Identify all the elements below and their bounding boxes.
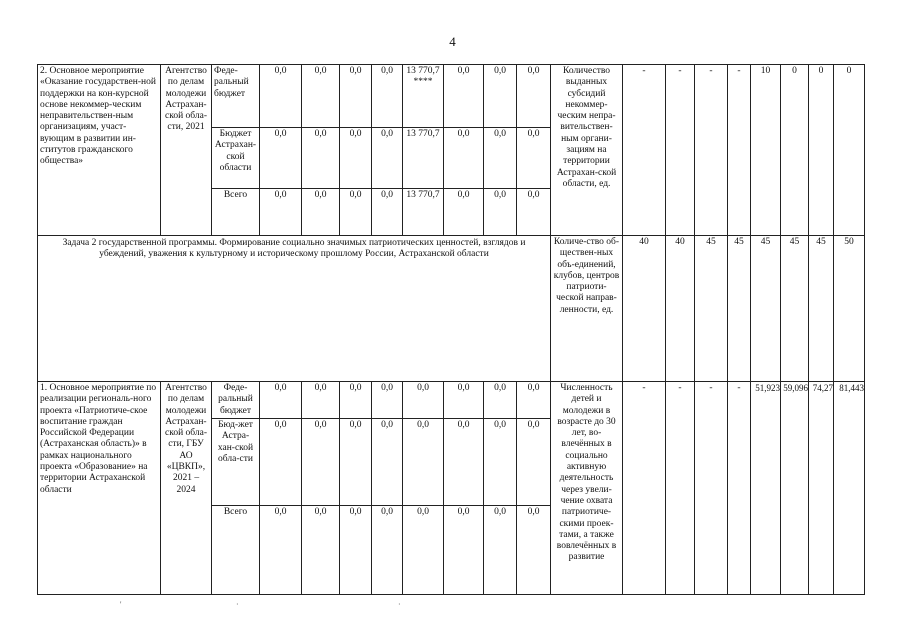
scan-mark: · — [236, 600, 239, 609]
value-cell: 0,0 — [372, 506, 403, 595]
value-cell: 0,0 — [372, 382, 403, 419]
value-cell: 0,0 — [484, 506, 517, 595]
task2-indicator: Количе-ство об-ществен-ных объ-единений, клубов, центров патриоти-ческой направ-ленности, ед. — [551, 236, 623, 382]
block1-executor: Агентство по делам молодежи Астрахан-ской обла-сти, 2021 — [161, 65, 212, 236]
value-cell: 0,0 — [340, 419, 372, 506]
block2-source-regional: Бюд-жет Астра-хан-ской обла-сти — [212, 419, 260, 506]
value-cell: 0,0 — [302, 65, 340, 128]
value-cell: 0,0 — [302, 419, 340, 506]
task2-row — [38, 236, 865, 382]
indicator-value: 45 — [728, 236, 751, 382]
block1-indicator: Количество выданных субсидий некоммер-ческим непра-вительствен-ным органи-зациям на территории Астрахан-ской области, ед. — [551, 65, 623, 236]
page-number: 4 — [449, 34, 456, 49]
indicator-value: 59,096 — [781, 382, 809, 595]
indicator-value: 0 — [834, 65, 865, 236]
indicator-value: 74,27 — [809, 382, 834, 595]
indicator-value: - — [728, 65, 751, 236]
value-cell: 0,0 — [260, 382, 302, 419]
indicator-value: - — [695, 382, 728, 595]
indicator-value: - — [666, 382, 695, 595]
value-cell: 0,0 — [403, 382, 444, 419]
indicator-value: 0 — [809, 65, 834, 236]
value-cell: 0,0 — [260, 189, 302, 236]
block2-activity: 1. Основное мероприятие по реализации региональ-ного проекта «Патриотиче-ское воспитание граждан Российской Федерации (Астраханская область)» в рамках национального проекта «Образование» на территории Астраханской области — [38, 382, 161, 595]
value-cell: 0,0 — [372, 65, 403, 128]
value-cell: 0,0 — [444, 506, 484, 595]
value-cell: 0,0 — [484, 382, 517, 419]
indicator-value: 0 — [781, 65, 809, 236]
value-cell: 0,0 — [260, 506, 302, 595]
value-cell: 0,0 — [444, 189, 484, 236]
value-cell: 0,0 — [444, 128, 484, 189]
value-cell: 13 770,7 **** — [403, 65, 444, 128]
value-cell: 0,0 — [517, 128, 551, 189]
value-cell: 0,0 — [340, 128, 372, 189]
indicator-value: - — [728, 382, 751, 595]
value-cell: 0,0 — [302, 189, 340, 236]
value-cell: 0,0 — [484, 128, 517, 189]
indicator-value: - — [623, 382, 666, 595]
indicator-value: 51,923 — [751, 382, 781, 595]
indicator-value: 45 — [751, 236, 781, 382]
block2-executor: Агентство по делам молодежи Астрахан-ской обла-сти, ГБУ АО «ЦВКП», 2021 – 2024 — [161, 382, 212, 595]
block2-indicator: Численность детей и молодежи в возрасте до 30 лет, во-влечённых в социально активную деятельность через увели-чение охвата патриотиче-скими проек-тами, а также вовлечённых в развитие — [551, 382, 623, 595]
block1-row-federal — [38, 65, 865, 128]
block1-source-federal: Феде-ральный бюджет — [212, 65, 260, 128]
indicator-value: 81,443 — [834, 382, 865, 595]
indicator-value: - — [695, 65, 728, 236]
indicator-value: - — [666, 65, 695, 236]
value-cell: 0,0 — [444, 382, 484, 419]
value-cell: 0,0 — [484, 419, 517, 506]
block1-source-total: Всего — [212, 189, 260, 236]
block2-source-total: Всего — [212, 506, 260, 595]
indicator-value: 45 — [695, 236, 728, 382]
scan-mark: ' — [120, 600, 122, 609]
block2-row-federal — [38, 382, 865, 419]
value-cell: 0,0 — [517, 506, 551, 595]
value-cell: 0,0 — [517, 382, 551, 419]
value-cell: 0,0 — [403, 419, 444, 506]
value-cell: 0,0 — [372, 189, 403, 236]
value-cell: 0,0 — [444, 419, 484, 506]
block2-source-federal: Феде-ральный бюджет — [212, 382, 260, 419]
indicator-value: 40 — [666, 236, 695, 382]
value-cell: 0,0 — [340, 189, 372, 236]
value-cell: 13 770,7 — [403, 128, 444, 189]
indicator-value: 10 — [751, 65, 781, 236]
value-cell: 0,0 — [260, 65, 302, 128]
value-cell: 0,0 — [302, 382, 340, 419]
value-cell: 0,0 — [260, 419, 302, 506]
value-cell: 0,0 — [340, 65, 372, 128]
value-cell: 13 770,7 — [403, 189, 444, 236]
indicator-value: 50 — [834, 236, 865, 382]
value-cell: 0,0 — [302, 128, 340, 189]
value-cell: 0,0 — [403, 506, 444, 595]
value-cell: 0,0 — [372, 128, 403, 189]
task2-text: Задача 2 государственной программы. Формирование социально значимых патриотических ценностей, взглядов и убеждений, уважения к культурному и историческому прошлому России, Астраханской области — [38, 236, 551, 382]
value-cell: 0,0 — [372, 419, 403, 506]
value-cell: 0,0 — [340, 382, 372, 419]
value-cell: 0,0 — [444, 65, 484, 128]
indicator-value: 45 — [809, 236, 834, 382]
value-cell: 0,0 — [517, 65, 551, 128]
indicator-value: 40 — [623, 236, 666, 382]
value-cell: 0,0 — [302, 506, 340, 595]
program-table — [37, 64, 865, 595]
value-cell: 0,0 — [484, 189, 517, 236]
value-cell: 0,0 — [340, 506, 372, 595]
block1-activity: 2. Основное мероприятие «Оказание государствен-ной поддержки на кон-курсной основе некоммер-ческим неправительствен-ным организациям, участ-вующим в развитии ин-ститутов гражданского общества» — [38, 65, 161, 236]
value-cell: 0,0 — [517, 189, 551, 236]
value-cell: 0,0 — [484, 65, 517, 128]
scan-mark: · — [398, 600, 401, 609]
indicator-value: - — [623, 65, 666, 236]
block1-source-regional: Бюджет Астрахан-ской области — [212, 128, 260, 189]
value-cell: 0,0 — [260, 128, 302, 189]
indicator-value: 45 — [781, 236, 809, 382]
value-cell: 0,0 — [517, 419, 551, 506]
